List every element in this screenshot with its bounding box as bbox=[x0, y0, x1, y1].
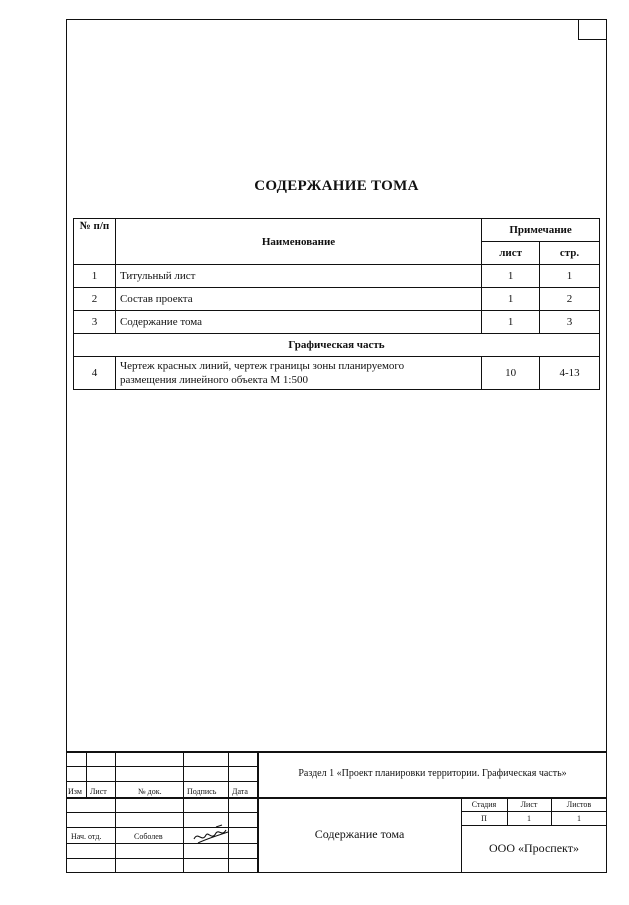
contents-table bbox=[73, 218, 600, 390]
sheet-value: 1 bbox=[527, 814, 531, 823]
table-header-row bbox=[74, 219, 600, 242]
signature-icon bbox=[192, 821, 230, 847]
header-num: № п/п bbox=[74, 219, 116, 265]
title-block-stamp bbox=[66, 751, 607, 873]
row-sheet: 10 bbox=[482, 357, 540, 390]
stamp-grid-line bbox=[115, 751, 116, 873]
row-name bbox=[115, 357, 481, 390]
stamp-top-line bbox=[66, 751, 607, 753]
stamp-grid-line bbox=[461, 825, 607, 826]
col-data: Дата bbox=[232, 787, 248, 796]
row-name-line1: Чертеж красных линий, чертеж границы зоны планируемого bbox=[119, 360, 405, 372]
row-page: 3 bbox=[540, 311, 600, 334]
row-sheet: 1 bbox=[482, 265, 540, 288]
col-izm: Изм bbox=[68, 787, 82, 796]
col-list: Лист bbox=[90, 787, 107, 796]
header-sheet: лист bbox=[482, 242, 540, 265]
stamp-grid-line bbox=[461, 811, 607, 812]
table-row bbox=[74, 311, 600, 334]
col-ndok: № док. bbox=[138, 787, 162, 796]
section-heading: Графическая часть bbox=[74, 334, 600, 357]
section-row bbox=[74, 334, 600, 357]
row-name: Содержание тома bbox=[115, 311, 481, 334]
table-row bbox=[74, 357, 600, 390]
row-num: 1 bbox=[74, 265, 116, 288]
row-page: 1 bbox=[540, 265, 600, 288]
drawing-frame bbox=[66, 19, 607, 873]
sheet-label: Лист bbox=[520, 800, 538, 809]
header-page: стр. bbox=[540, 242, 600, 265]
row-name: Титульный лист bbox=[115, 265, 481, 288]
row-name-line2: размещения линейного объекта М 1:500 bbox=[119, 374, 308, 386]
sheets-value: 1 bbox=[577, 814, 581, 823]
stamp-grid-line bbox=[183, 751, 184, 873]
role-label: Нач. отд. bbox=[71, 832, 102, 841]
table-row bbox=[74, 288, 600, 311]
stamp-grid-line bbox=[86, 751, 87, 797]
stamp-grid-line bbox=[228, 751, 229, 873]
stamp-mid-line bbox=[66, 797, 607, 799]
doc-name: Содержание тома bbox=[314, 827, 405, 841]
person-name: Соболев bbox=[134, 832, 163, 841]
section-text: Раздел 1 «Проект планировки территории. Графическая часть» bbox=[298, 768, 567, 779]
row-page: 2 bbox=[540, 288, 600, 311]
row-page: 4-13 bbox=[540, 357, 600, 390]
row-num: 4 bbox=[74, 357, 116, 390]
table-row bbox=[74, 265, 600, 288]
row-sheet: 1 bbox=[482, 288, 540, 311]
header-note: Примечание bbox=[482, 219, 600, 242]
row-num: 3 bbox=[74, 311, 116, 334]
corner-number-box bbox=[578, 19, 607, 40]
sheets-label: Листов bbox=[566, 800, 592, 809]
page-title: СОДЕРЖАНИЕ ТОМА bbox=[254, 178, 419, 194]
stage-value: П bbox=[481, 814, 487, 823]
row-num: 2 bbox=[74, 288, 116, 311]
company-name: ООО «Проспект» bbox=[489, 841, 579, 855]
col-podpis: Подпись bbox=[187, 787, 217, 796]
header-name: Наименование bbox=[115, 219, 481, 265]
row-sheet: 1 bbox=[482, 311, 540, 334]
row-name: Состав проекта bbox=[115, 288, 481, 311]
stage-label: Стадия bbox=[471, 800, 497, 809]
